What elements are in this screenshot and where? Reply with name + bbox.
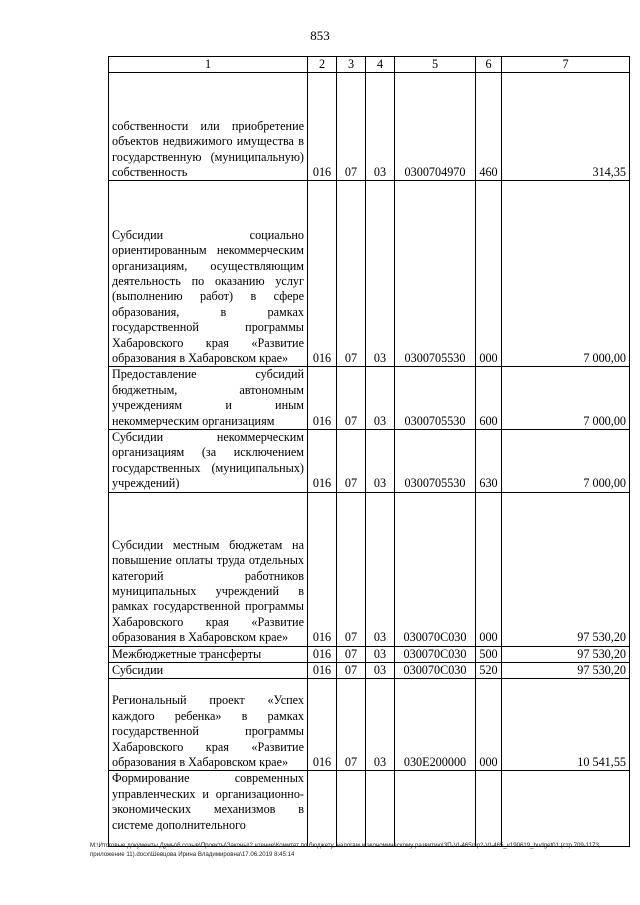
cell-subsection: 03 — [366, 663, 395, 679]
cell-amount: 97 530,20 — [502, 646, 630, 662]
table-row — [109, 181, 630, 367]
table-row — [109, 679, 630, 771]
cell-name: Региональный проект «Успех каждого ребенка» в рамках государственной программы Хабаровского края «Развитие образования в Хабаровском крае» — [109, 679, 308, 771]
cell-type: 000 — [476, 181, 502, 367]
cell-ministry: 016 — [308, 367, 337, 430]
cell-type: 500 — [476, 646, 502, 662]
file-path-footer: M:\Итоговые документы Думы\6 созыв\Проекты\Законы\2 чтение\Комитет по бюджету, налогам и экономическому развитию\ЗП-VI-465\пр2-VI-465_v190619_budget01 (стр.709-1173, приложение 11).docx\Шевцова Ирина Владимировна\17.06.2019 8:45:14 — [90, 842, 601, 858]
cell-ministry — [308, 771, 337, 847]
cell-subsection: 03 — [366, 73, 395, 181]
cell-name: Предоставление субсидий бюджетным, автономным учреждениям и иным некоммерческим организациям — [109, 367, 308, 430]
page-number: 853 — [310, 28, 330, 43]
cell-target: 030Е200000 — [395, 679, 476, 771]
cell-subsection: 03 — [366, 679, 395, 771]
cell-amount: 97 530,20 — [502, 663, 630, 679]
cell-type: 630 — [476, 430, 502, 493]
cell-amount: 7 000,00 — [502, 430, 630, 493]
cell-section: 07 — [337, 646, 366, 662]
table-row — [109, 367, 630, 430]
cell-name: Субсидии некоммерческим организациям (за исключением государственных (муниципальных) учреждений) — [109, 430, 308, 493]
header-col-1: 1 — [109, 57, 308, 73]
cell-target: 0300705530 — [395, 430, 476, 493]
cell-name: Субсидии социально ориентированным некоммерческим организациям, осуществляющим деятельность по оказанию услуг (выполнению работ) в сфере образования, в рамках государственной программы Хабаровского края «Развитие образования в Хабаровском крае» — [109, 181, 308, 367]
cell-target: 0300704970 — [395, 73, 476, 181]
header-col-2: 2 — [308, 57, 337, 73]
cell-target: 030070С030 — [395, 492, 476, 646]
cell-ministry: 016 — [308, 73, 337, 181]
cell-type: 460 — [476, 73, 502, 181]
cell-section: 07 — [337, 492, 366, 646]
table-row — [109, 771, 630, 847]
cell-name: Субсидии местным бюджетам на повышение оплаты труда отдельных категорий работников муниципальных учреждений в рамках государственной программы Хабаровского края «Развитие образования в Хабаровском крае» — [109, 492, 308, 646]
cell-type: 000 — [476, 492, 502, 646]
cell-subsection — [366, 771, 395, 847]
cell-name: Формирование современных управленческих и организационно-экономических механизмов в системе дополнительного — [109, 771, 308, 847]
cell-section: 07 — [337, 679, 366, 771]
cell-amount: 7 000,00 — [502, 181, 630, 367]
cell-section: 07 — [337, 663, 366, 679]
cell-type — [476, 771, 502, 847]
table-header-row — [109, 57, 630, 73]
cell-subsection: 03 — [366, 646, 395, 662]
cell-type: 520 — [476, 663, 502, 679]
cell-subsection: 03 — [366, 181, 395, 367]
header-col-4: 4 — [366, 57, 395, 73]
cell-ministry: 016 — [308, 492, 337, 646]
budget-table — [108, 56, 630, 847]
cell-section: 07 — [337, 430, 366, 493]
cell-name: собственности или приобретение объектов недвижимого имущества в государственную (муниципальную) собственность — [109, 73, 308, 181]
cell-target: 0300705530 — [395, 367, 476, 430]
header-col-3: 3 — [337, 57, 366, 73]
header-col-7: 7 — [502, 57, 630, 73]
cell-section — [337, 771, 366, 847]
table-row — [109, 492, 630, 646]
cell-subsection: 03 — [366, 367, 395, 430]
cell-ministry: 016 — [308, 430, 337, 493]
table-row — [109, 73, 630, 181]
cell-amount — [502, 771, 630, 847]
cell-type: 000 — [476, 679, 502, 771]
cell-section: 07 — [337, 367, 366, 430]
cell-target: 030070С030 — [395, 663, 476, 679]
cell-amount: 10 541,55 — [502, 679, 630, 771]
cell-name: Межбюджетные трансферты — [109, 646, 308, 662]
cell-section: 07 — [337, 181, 366, 367]
cell-amount: 97 530,20 — [502, 492, 630, 646]
header-col-6: 6 — [476, 57, 502, 73]
cell-ministry: 016 — [308, 679, 337, 771]
cell-amount: 7 000,00 — [502, 367, 630, 430]
cell-ministry: 016 — [308, 646, 337, 662]
cell-subsection: 03 — [366, 430, 395, 493]
cell-amount: 314,35 — [502, 73, 630, 181]
cell-target: 0300705530 — [395, 181, 476, 367]
cell-type: 600 — [476, 367, 502, 430]
cell-name: Субсидии — [109, 663, 308, 679]
header-col-5: 5 — [395, 57, 476, 73]
cell-ministry: 016 — [308, 663, 337, 679]
table-body — [109, 73, 630, 847]
cell-target: 030070С030 — [395, 646, 476, 662]
table-row — [109, 646, 630, 662]
table-row — [109, 663, 630, 679]
cell-ministry: 016 — [308, 181, 337, 367]
cell-subsection: 03 — [366, 492, 395, 646]
cell-target — [395, 771, 476, 847]
cell-section: 07 — [337, 73, 366, 181]
table-row — [109, 430, 630, 493]
